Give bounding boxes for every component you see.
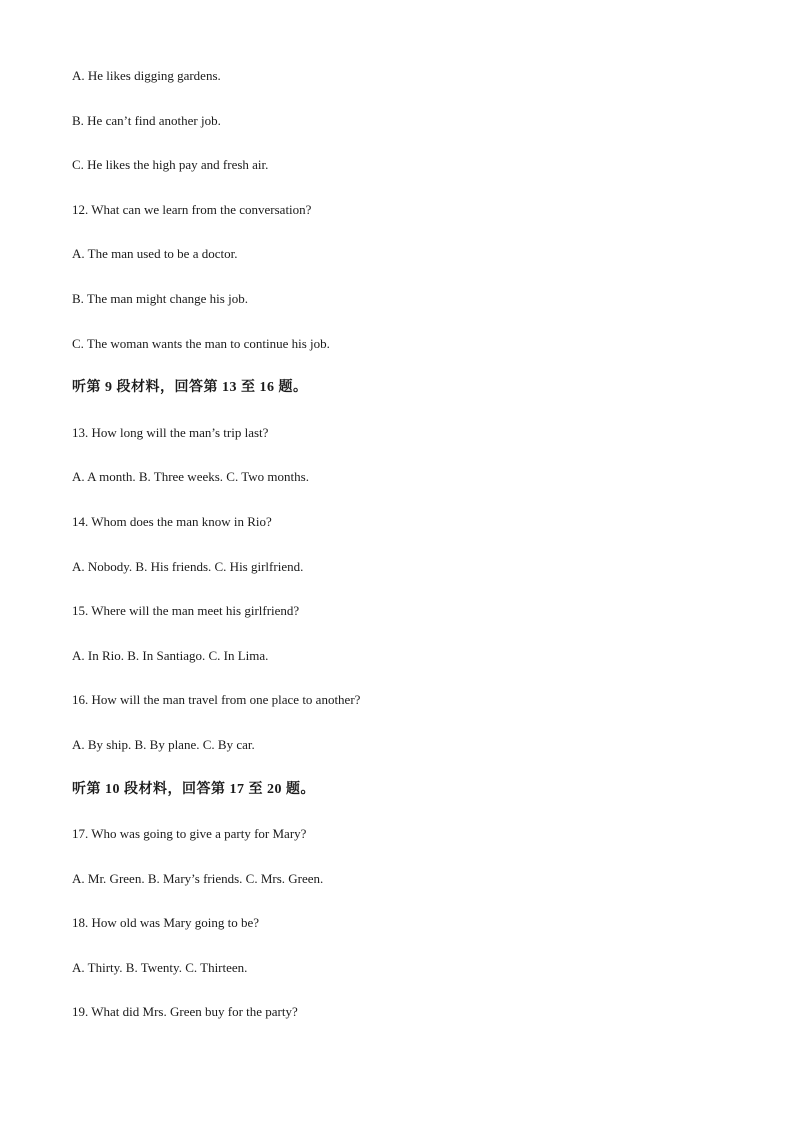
question-14: 14. Whom does the man know in Rio? xyxy=(72,513,272,529)
question-13: 13. How long will the man’s trip last? xyxy=(72,424,269,440)
section-heading-9: 听第 9 段材料，回答第 13 至 16 题。 xyxy=(72,380,308,396)
question-17: 17. Who was going to give a party for Mary? xyxy=(72,826,307,842)
options-15: A. In Rio. B. In Santiago. C. In Lima. xyxy=(72,647,269,663)
option-11-b: B. He can’t find another job. xyxy=(72,112,221,128)
option-12-b: B. The man might change his job. xyxy=(72,290,248,306)
option-11-a: A. He likes digging gardens. xyxy=(72,68,221,83)
option-12-c: C. The woman wants the man to continue his job. xyxy=(72,335,330,351)
question-18: 18. How old was Mary going to be? xyxy=(72,915,260,931)
options-13: A. A month. B. Three weeks. C. Two months. xyxy=(72,469,309,485)
option-11-c: C. He likes the high pay and fresh air. xyxy=(72,157,269,173)
question-16: 16. How will the man travel from one place to another? xyxy=(72,692,361,708)
document-page xyxy=(72,66,732,1047)
question-15: 15. Where will the man meet his girlfriend? xyxy=(72,603,300,619)
options-17: A. Mr. Green. B. Mary’s friends. C. Mrs. Green. xyxy=(72,870,324,886)
question-12: 12. What can we learn from the conversation? xyxy=(72,201,312,217)
options-16: A. By ship. B. By plane. C. By car. xyxy=(72,736,255,752)
options-14: A. Nobody. B. His friends. C. His girlfriend. xyxy=(72,558,304,574)
option-12-a: A. The man used to be a doctor. xyxy=(72,246,238,262)
options-18: A. Thirty. B. Twenty. C. Thirteen. xyxy=(72,959,248,975)
section-heading-10: 听第 10 段材料，回答第 17 至 20 题。 xyxy=(72,781,315,797)
question-19: 19. What did Mrs. Green buy for the party? xyxy=(72,1004,298,1020)
